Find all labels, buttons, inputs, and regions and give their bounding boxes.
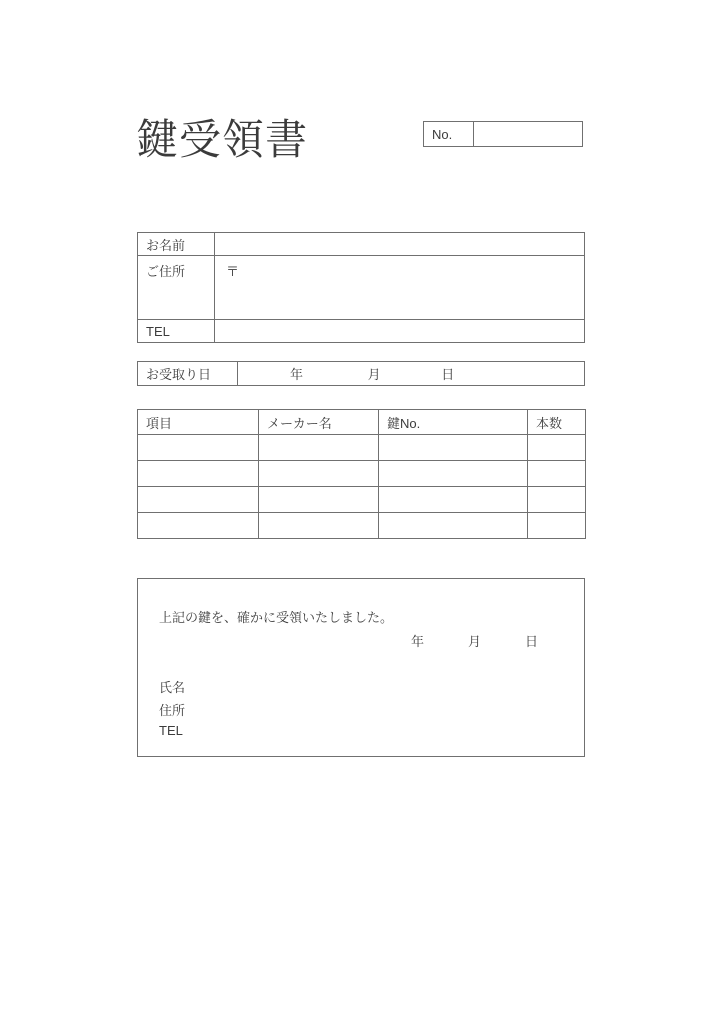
table-row bbox=[138, 487, 586, 513]
page-title: 鍵受領書 bbox=[136, 116, 309, 163]
acknowledgement-box bbox=[137, 578, 585, 757]
month-label: 月 bbox=[367, 367, 381, 382]
address-label: ご住所 bbox=[138, 256, 215, 320]
column-header-maker: メーカー名 bbox=[259, 410, 379, 435]
address-field[interactable]: 〒 bbox=[215, 256, 585, 320]
acknowledgement-date-line[interactable] bbox=[411, 631, 538, 650]
receipt-date-table bbox=[137, 361, 585, 386]
table-row bbox=[138, 513, 586, 539]
table-cell[interactable] bbox=[259, 461, 379, 487]
no-box bbox=[423, 121, 583, 147]
table-cell[interactable] bbox=[138, 461, 259, 487]
table-cell[interactable] bbox=[259, 513, 379, 539]
day-label: 日 bbox=[525, 634, 539, 649]
column-header-item: 項目 bbox=[138, 410, 259, 435]
receipt-date-field[interactable] bbox=[238, 362, 585, 386]
year-label: 年 bbox=[411, 634, 425, 649]
recipient-table bbox=[137, 232, 585, 343]
table-row bbox=[138, 461, 586, 487]
key-list-table bbox=[137, 409, 586, 539]
no-label: No. bbox=[424, 122, 474, 146]
table-cell[interactable] bbox=[138, 513, 259, 539]
table-row bbox=[138, 362, 585, 386]
table-row bbox=[138, 320, 585, 343]
tel-label: TEL bbox=[138, 320, 215, 343]
name-field[interactable] bbox=[215, 233, 585, 256]
month-label: 月 bbox=[468, 634, 482, 649]
column-header-key-no: 鍵No. bbox=[379, 410, 528, 435]
table-row bbox=[138, 256, 585, 320]
acknowledgement-statement: 上記の鍵を、確かに受領いたしました。 bbox=[159, 610, 394, 625]
table-cell[interactable] bbox=[138, 487, 259, 513]
table-cell[interactable] bbox=[379, 435, 528, 461]
column-header-count: 本数 bbox=[528, 410, 586, 435]
signer-tel-label: TEL bbox=[159, 723, 183, 738]
year-label: 年 bbox=[290, 367, 304, 382]
table-cell[interactable] bbox=[379, 487, 528, 513]
no-value-field[interactable] bbox=[474, 122, 582, 146]
table-row bbox=[138, 233, 585, 256]
table-cell[interactable] bbox=[259, 487, 379, 513]
table-cell[interactable] bbox=[528, 435, 586, 461]
day-label: 日 bbox=[441, 367, 455, 382]
table-cell[interactable] bbox=[379, 461, 528, 487]
signer-name-label: 氏名 bbox=[159, 680, 186, 695]
table-row bbox=[138, 435, 586, 461]
table-header-row bbox=[138, 410, 586, 435]
table-cell[interactable] bbox=[528, 513, 586, 539]
tel-field[interactable] bbox=[215, 320, 585, 343]
table-cell[interactable] bbox=[138, 435, 259, 461]
table-cell[interactable] bbox=[259, 435, 379, 461]
table-cell[interactable] bbox=[528, 487, 586, 513]
table-cell[interactable] bbox=[528, 461, 586, 487]
table-cell[interactable] bbox=[379, 513, 528, 539]
name-label: お名前 bbox=[138, 233, 215, 256]
signer-address-label: 住所 bbox=[159, 703, 186, 718]
receipt-date-label: お受取り日 bbox=[138, 362, 238, 386]
